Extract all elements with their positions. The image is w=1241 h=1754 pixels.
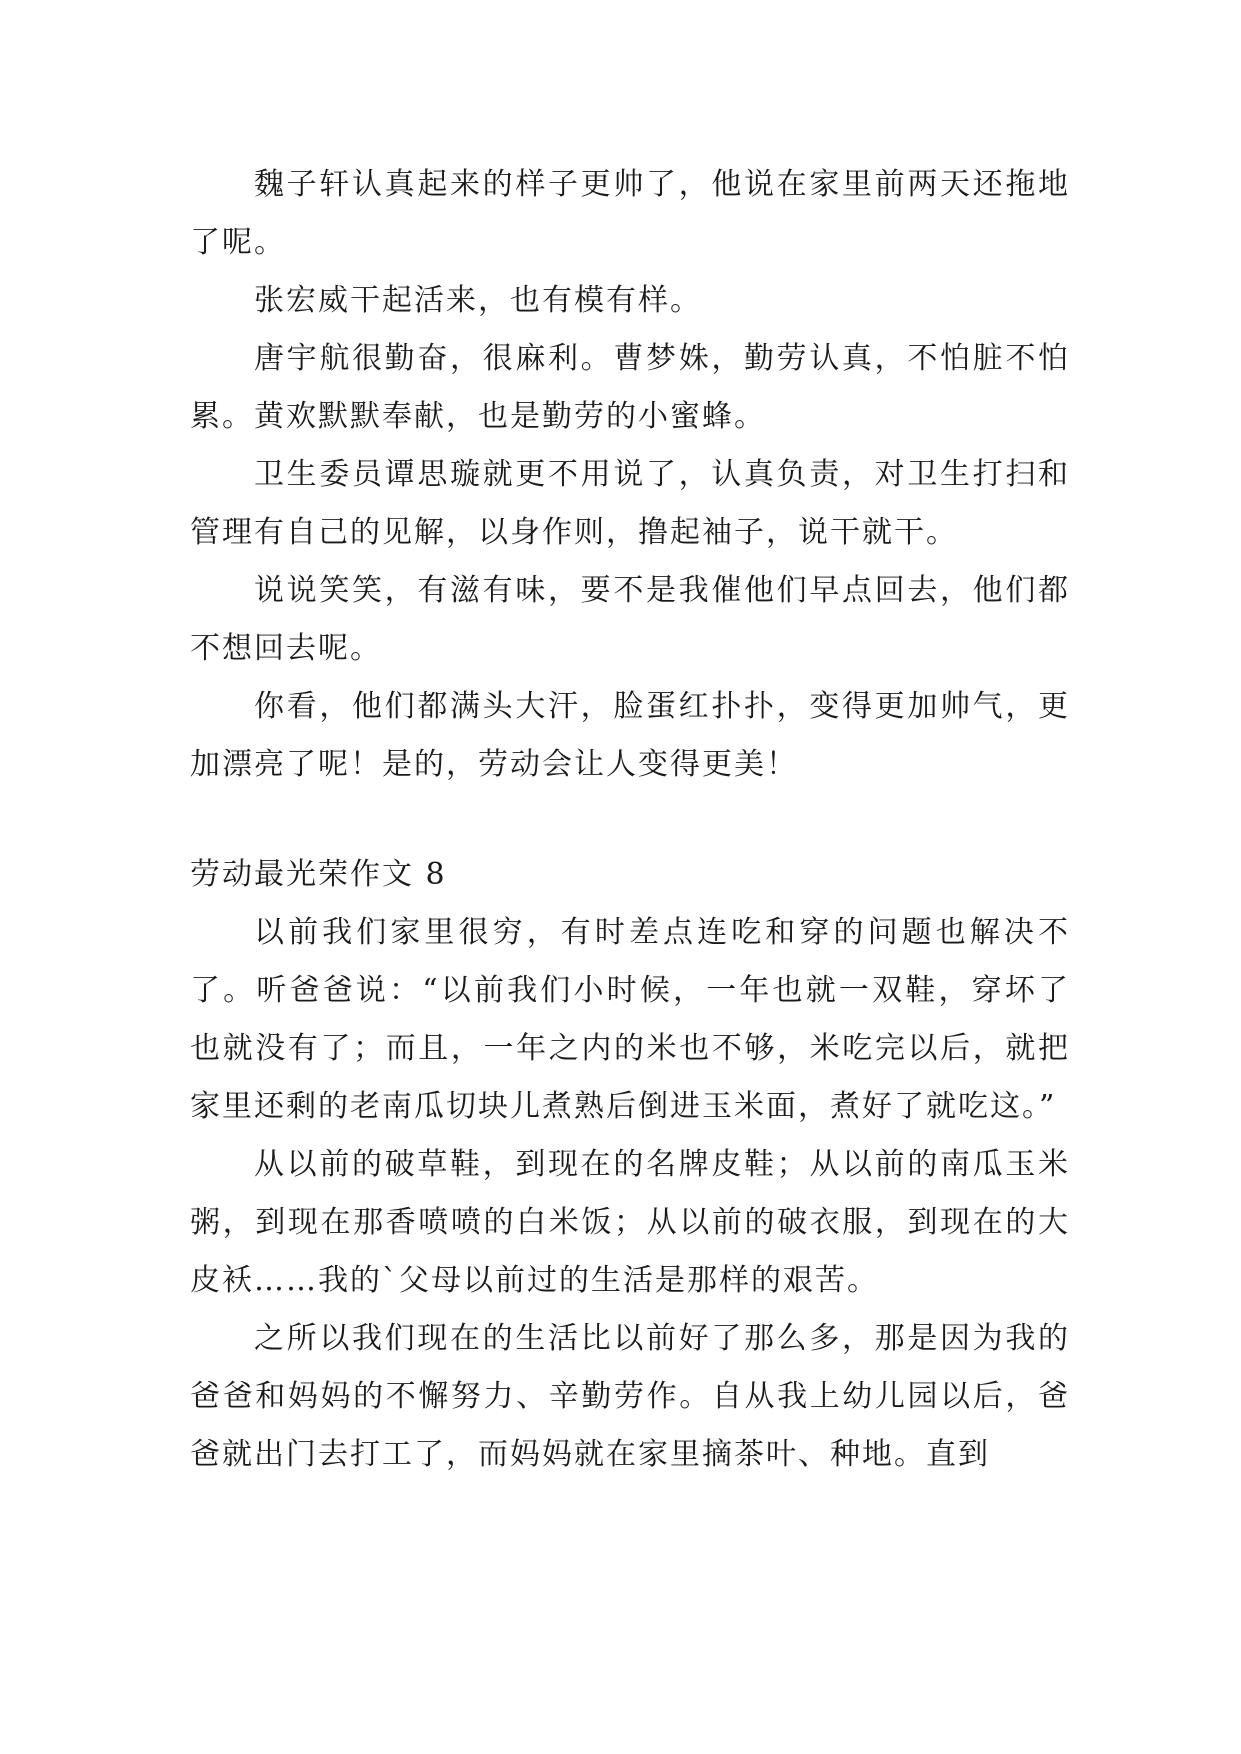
paragraph: 说说笑笑，有滋有味，要不是我催他们早点回去，他们都不想回去呢。 <box>190 573 1070 666</box>
paragraph: 从以前的破草鞋，到现在的名牌皮鞋；从以前的南瓜玉米粥，到现在那香喷喷的白米饭；从以前的破衣服，到现在的大皮袄……我的`父母以前过的生活是那样的艰苦。 <box>190 1147 1070 1298</box>
paragraph: 魏子轩认真起来的样子更帅了，他说在家里前两天还拖地了呢。 <box>190 167 1070 260</box>
paragraph: 以前我们家里很穷，有时差点连吃和穿的问题也解决不了。听爸爸说：“以前我们小时候，一年也就一双鞋，穿坏了也就没有了；而且，一年之内的米也不够，米吃完以后，就把家里还剩的老南瓜切块儿煮熟后倒进玉米面，煮好了就吃这。” <box>190 915 1070 1124</box>
paragraph: 张宏威干起活来，也有模有样。 <box>254 283 702 318</box>
section-title: 劳动最光荣作文 8 <box>190 857 447 892</box>
paragraph: 你看，他们都满头大汗，脸蛋红扑扑，变得更加帅气，更加漂亮了呢！是的，劳动会让人变得更美！ <box>190 689 1070 782</box>
paragraph: 卫生委员谭思璇就更不用说了，认真负责，对卫生打扫和管理有自己的见解，以身作则，撸起袖子，说干就干。 <box>190 457 1070 550</box>
paragraph: 之所以我们现在的生活比以前好了那么多，那是因为我的爸爸和妈妈的不懈努力、辛勤劳作。自从我上幼儿园以后，爸爸就出门去打工了，而妈妈就在家里摘茶叶、种地。直到 <box>190 1321 1070 1472</box>
document-body <box>190 156 1070 1484</box>
paragraph: 唐宇航很勤奋，很麻利。曹梦姝，勤劳认真，不怕脏不怕累。黄欢默默奉献，也是勤劳的小蜜蜂。 <box>190 341 1070 434</box>
